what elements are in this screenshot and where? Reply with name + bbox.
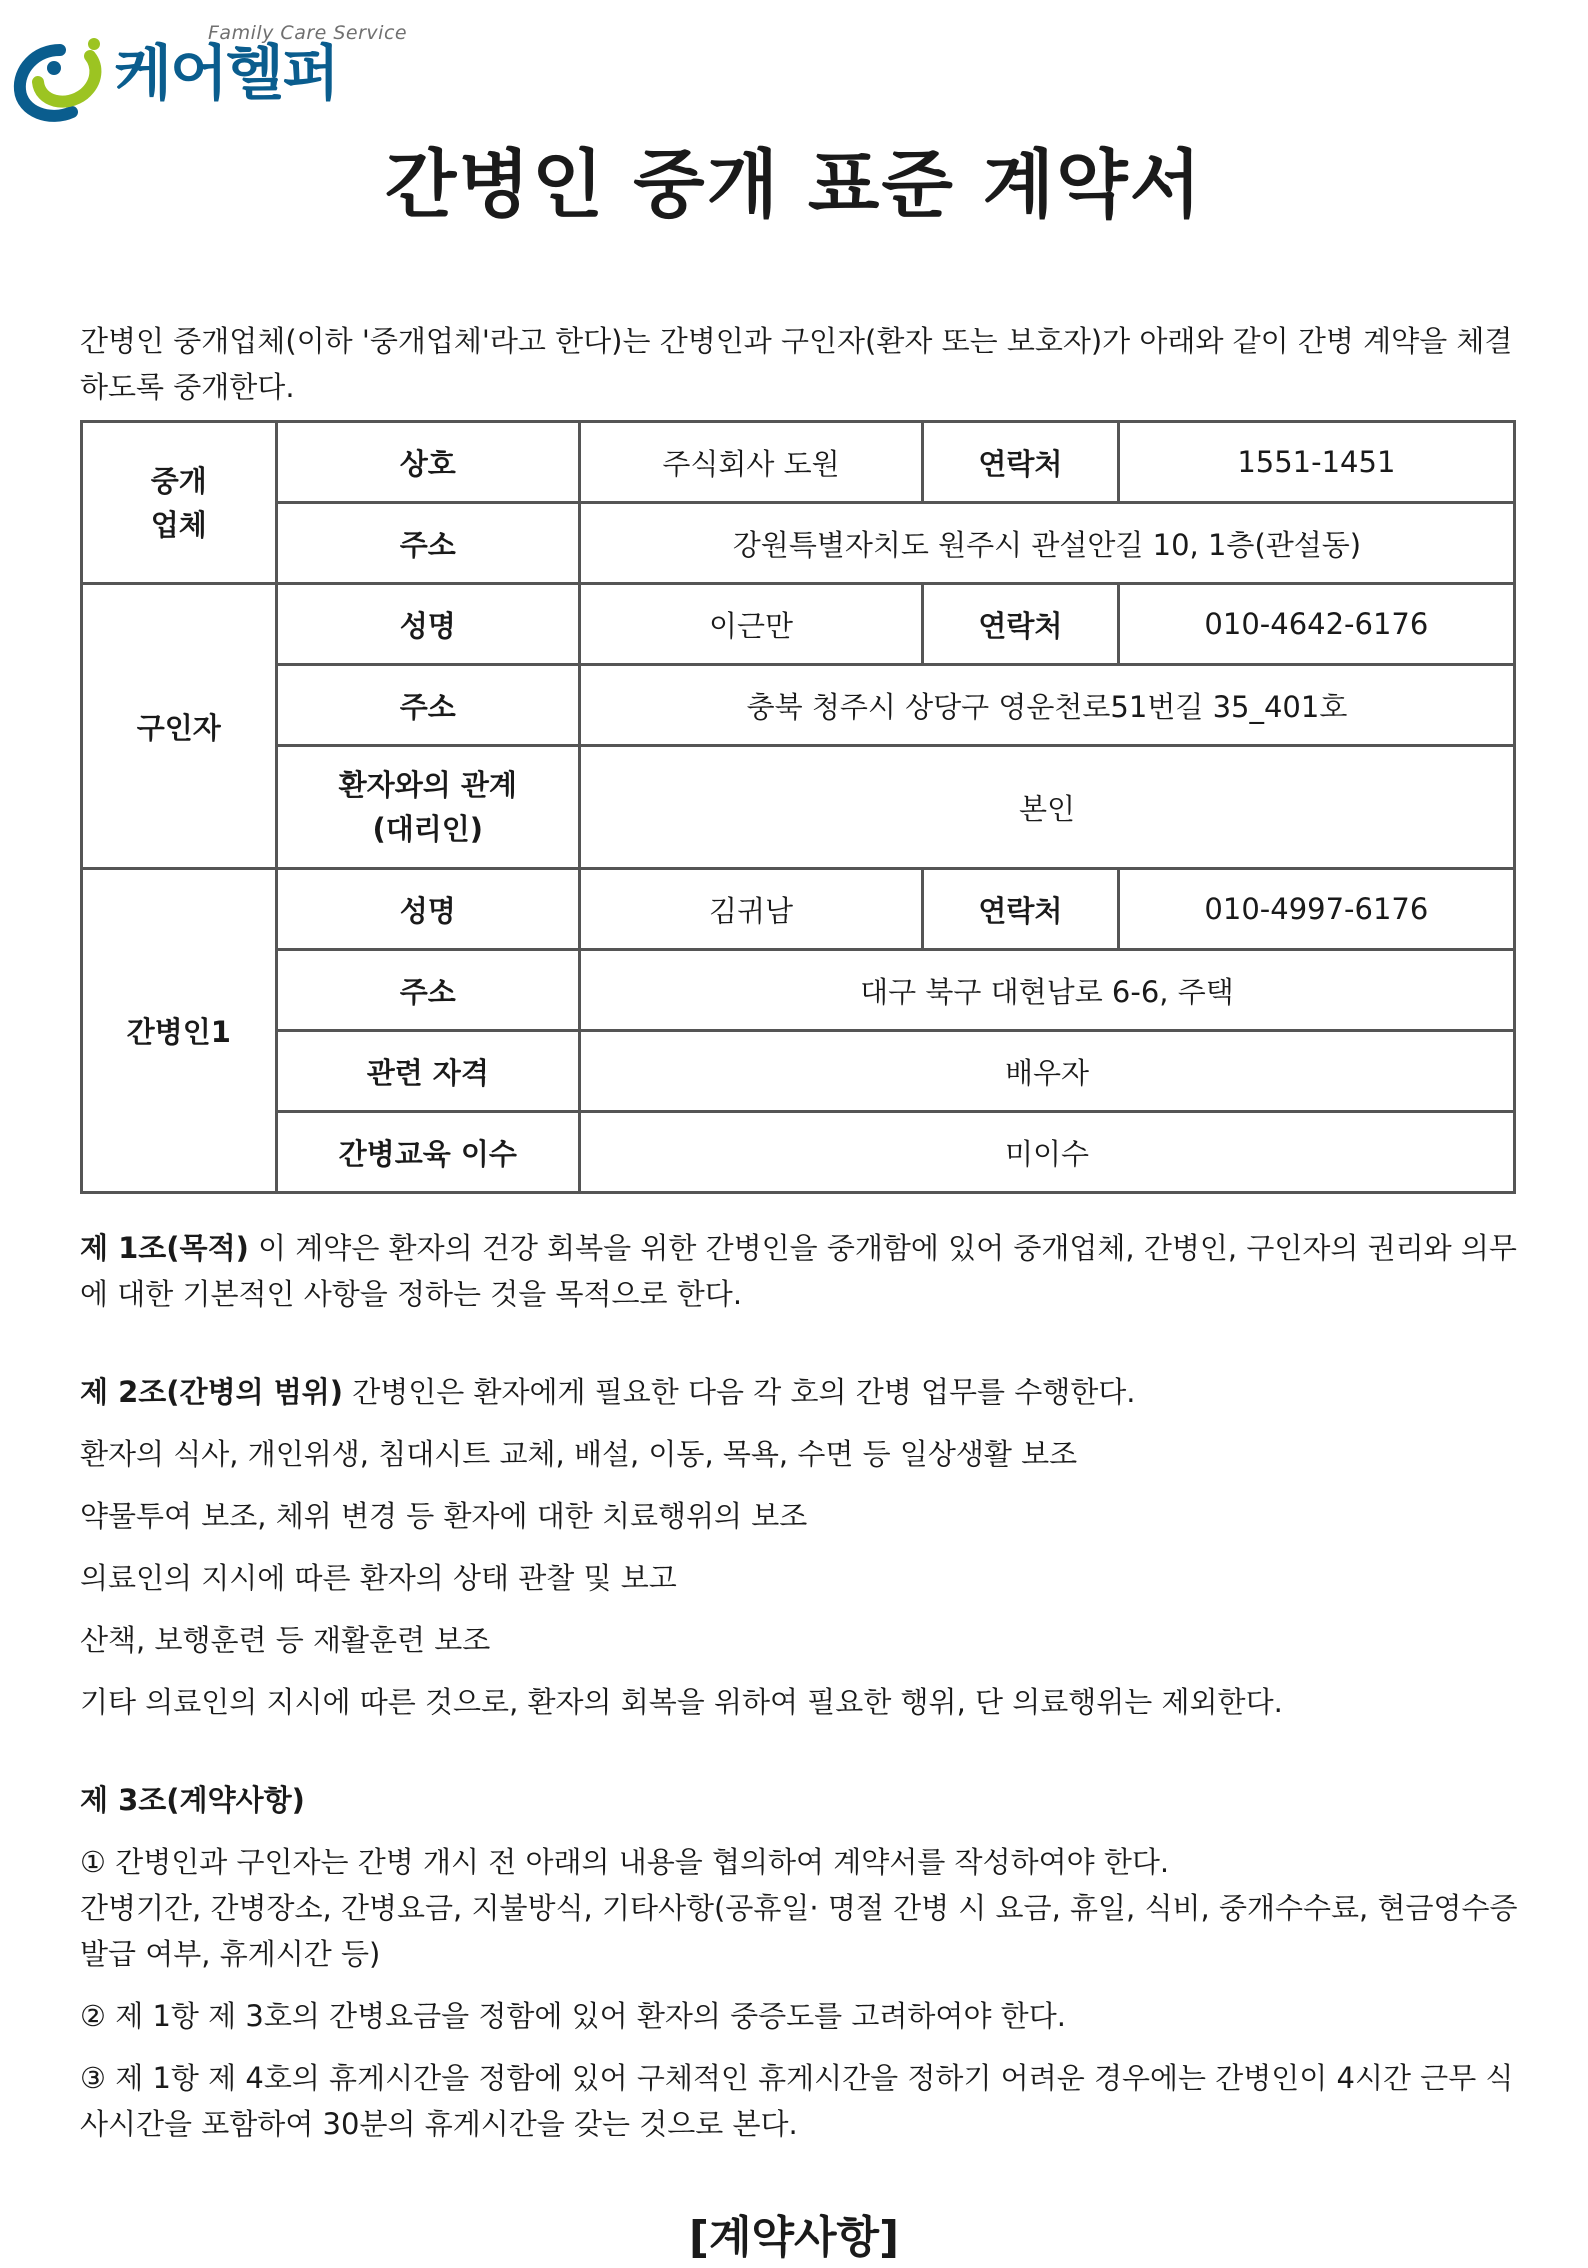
- article-1: [80, 1225, 1520, 1317]
- caregiver-contact-label: 연락처: [923, 869, 1119, 950]
- caregiver-group-label: 간병인1: [82, 869, 277, 1193]
- client-group-label: 구인자: [82, 584, 277, 869]
- logo-mark-icon: [10, 30, 110, 130]
- article-3-heading: 제 3조(계약사항): [80, 1783, 305, 1817]
- client-name-value: 이근만: [579, 584, 922, 665]
- caregiver-education-label: 간병교육 이수: [276, 1112, 579, 1193]
- logo-name: 케어헬퍼: [114, 39, 338, 109]
- article-2-heading: 제 2조(간병의 범위): [80, 1375, 343, 1409]
- agency-group-label: 중개 업체: [82, 422, 277, 584]
- table-row: [82, 422, 1515, 503]
- contract-terms-heading: [계약사항]: [688, 2212, 900, 2263]
- table-row: [82, 584, 1515, 665]
- caregiver-qualification-label: 관련 자격: [276, 1031, 579, 1112]
- article-2: [80, 1369, 1520, 1415]
- caregiver-education-value: 미이수: [579, 1112, 1514, 1193]
- caregiver-address-label: 주소: [276, 950, 579, 1031]
- list-item: 산책, 보행훈련 등 재활훈련 보조: [80, 1623, 491, 1657]
- caregiver-name-value: 김귀남: [579, 869, 922, 950]
- parties-table: [80, 420, 1516, 1194]
- caregiver-contact-value: 010-4997-6176: [1118, 869, 1514, 950]
- agency-name-label: 상호: [276, 422, 579, 503]
- agency-address-value: 강원특별자치도 원주시 관설안길 10, 1층(관설동): [579, 503, 1514, 584]
- list-item: 기타 의료인의 지시에 따른 것으로, 환자의 회복을 위하여 필요한 행위, 단 의료행위는 제외한다.: [80, 1685, 1283, 1719]
- list-item: 의료인의 지시에 따른 환자의 상태 관찰 및 보고: [80, 1561, 677, 1595]
- list-item: 환자의 식사, 개인위생, 침대시트 교체, 배설, 이동, 목욕, 수면 등 일상생활 보조: [80, 1437, 1078, 1471]
- client-address-value: 충북 청주시 상당구 영운천로51번길 35_401호: [579, 665, 1514, 746]
- table-row: [82, 503, 1515, 584]
- list-item: 약물투여 보조, 체위 변경 등 환자에 대한 치료행위의 보조: [80, 1499, 808, 1533]
- agency-contact-label: 연락처: [923, 422, 1119, 503]
- client-contact-value: 010-4642-6176: [1118, 584, 1514, 665]
- agency-name-value: 주식회사 도원: [579, 422, 922, 503]
- article-2-text: 간병인은 환자에게 필요한 다음 각 호의 간병 업무를 수행한다.: [342, 1375, 1136, 1409]
- table-row: [82, 746, 1515, 869]
- caregiver-name-label: 성명: [276, 869, 579, 950]
- table-row: [82, 869, 1515, 950]
- article-3-clause-2: ② 제 1항 제 3호의 간병요금을 정함에 있어 환자의 중증도를 고려하여야 한다.: [80, 1999, 1066, 2033]
- article-3-clause-1-detail: 간병기간, 간병장소, 간병요금, 지불방식, 기타사항(공휴일· 명절 간병 시 요금, 휴일, 식비, 중개수수료, 현금영수증 발급 여부, 휴게시간 등): [80, 1891, 1518, 1971]
- intro-paragraph: 간병인 중개업체(이하 '중개업체'라고 한다)는 간병인과 구인자(환자 또는 보호자)가 아래와 같이 간병 계약을 체결하도록 중개한다.: [80, 324, 1513, 404]
- table-row: [82, 950, 1515, 1031]
- logo-tagline: Family Care Service: [208, 22, 408, 44]
- client-address-label: 주소: [276, 665, 579, 746]
- article-1-heading: 제 1조(목적): [80, 1231, 249, 1265]
- client-name-label: 성명: [276, 584, 579, 665]
- article-1-text: 이 계약은 환자의 건강 회복을 위한 간병인을 중개함에 있어 중개업체, 간병인, 구인자의 권리와 의무에 대한 기본적인 사항을 정하는 것을 목적으로 한다.: [80, 1231, 1517, 1311]
- client-contact-label: 연락처: [923, 584, 1119, 665]
- table-row: [82, 1112, 1515, 1193]
- caregiver-address-value: 대구 북구 대현남로 6-6, 주택: [579, 950, 1514, 1031]
- document-title: 간병인 중개 표준 계약서: [384, 142, 1204, 228]
- logo: [10, 22, 410, 122]
- caregiver-qualification-value: 배우자: [579, 1031, 1514, 1112]
- table-row: [82, 1031, 1515, 1112]
- client-relation-value: 본인: [579, 746, 1514, 869]
- agency-contact-value: 1551-1451: [1118, 422, 1514, 503]
- agency-address-label: 주소: [276, 503, 579, 584]
- article-3-clause-1: ① 간병인과 구인자는 간병 개시 전 아래의 내용을 협의하여 계약서를 작성하여야 한다.: [80, 1845, 1170, 1879]
- client-relation-label: 환자와의 관계 (대리인): [276, 746, 579, 869]
- article-3-clause-3: ③ 제 1항 제 4호의 휴게시간을 정함에 있어 구체적인 휴게시간을 정하기 어려운 경우에는 간병인이 4시간 근무 식사시간을 포함하여 30분의 휴게시간을 갖는 것으로 본다.: [80, 2061, 1514, 2141]
- table-row: [82, 665, 1515, 746]
- contract-body: [80, 1225, 1520, 2147]
